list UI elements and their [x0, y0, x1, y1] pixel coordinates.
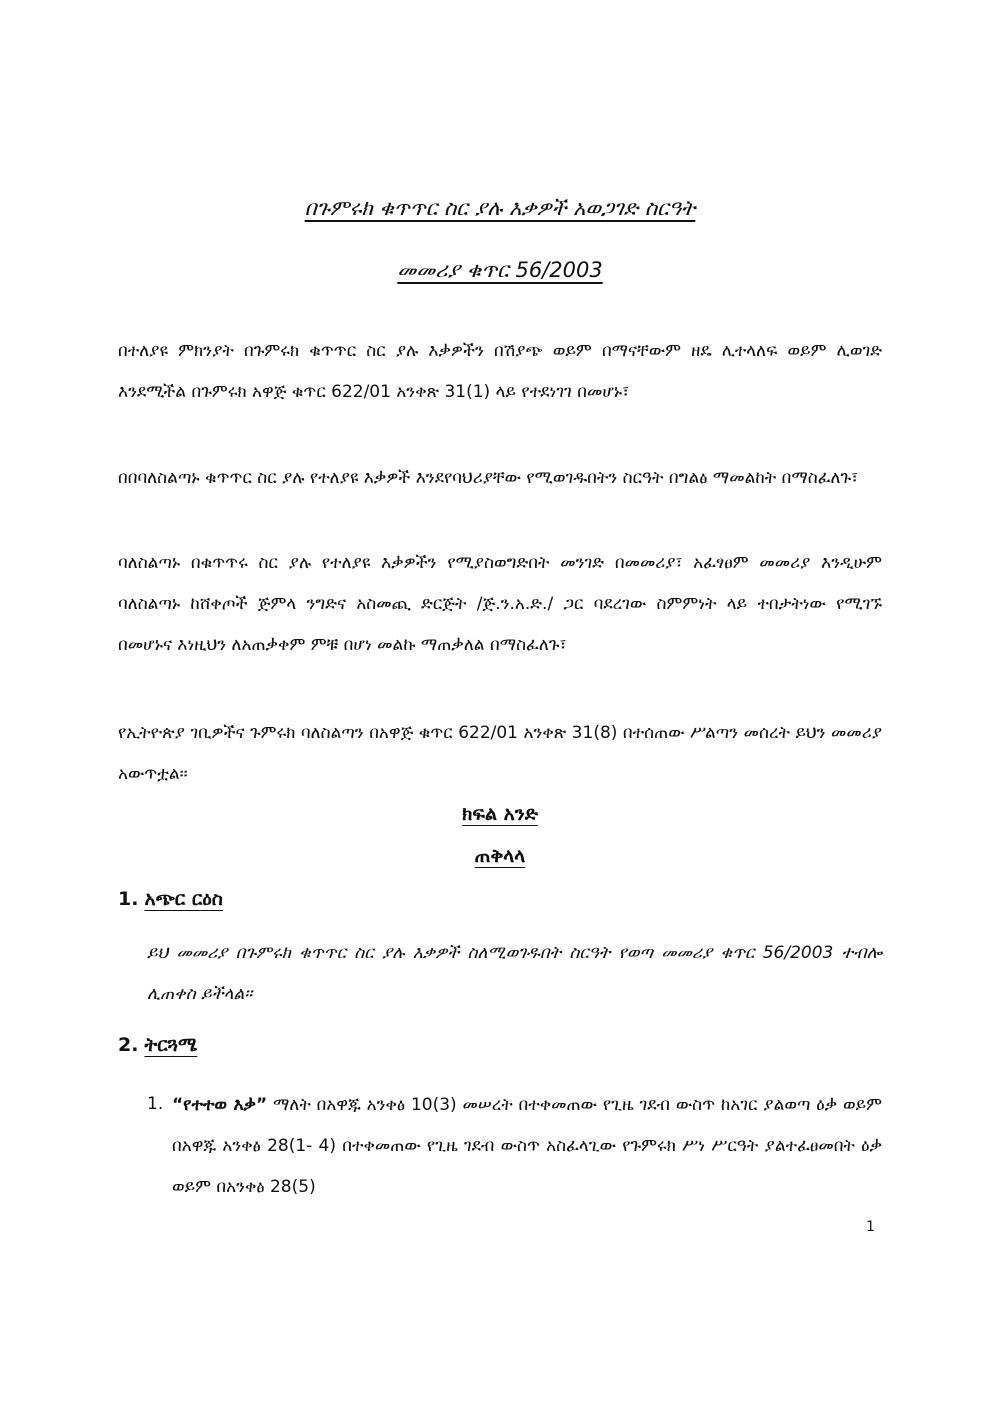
document-title: በጉምሩክ ቁጥጥር ስር ያሉ እቃዎች አወጋገድ ስርዓት	[304, 196, 696, 220]
page-number: 1	[866, 1219, 875, 1235]
section-label: አጭር ርዕስ	[144, 888, 223, 910]
preamble-paragraph-4: የኢትዮጵያ ገቢዎችና ጉምሩክ ባለስልጣን በአዋጅ ቁጥር 622/01 አንቀጽ 31(8) በተሰጠው ሥልጣን መሰረት ይህን መመሪያ አውጥቷል፡፡	[118, 723, 882, 784]
section-heading-definitions	[118, 1034, 197, 1056]
definition-term: “የተተወ እቃ”	[172, 1095, 268, 1115]
directive-number: መመሪያ ቁጥር 56/2003	[397, 258, 603, 282]
part-heading: ክፍል አንድ	[462, 803, 538, 825]
definition-text: ማለት በአዋጁ አንቀፅ 10(3) መሠረት በተቀመጠው የጊዜ ገደብ ውስጥ ከአገር ያልወጣ ዕቃ ወይም በአዋጁ አንቀፅ 28(1- 4) በተቀመጠው የጊዜ ገደብ ውስጥ አስፈላጊው የጉምሩክ ሥነ ሥርዓት ያልተፈፀመበት ዕቃ ወይም በአንቀፅ 28(5)	[172, 1095, 882, 1197]
section-label: ትርጓሜ	[144, 1034, 198, 1056]
section-heading-short-title	[118, 888, 223, 910]
definition-number: 1.	[147, 1094, 164, 1114]
section-number: 2.	[118, 1034, 139, 1056]
section-number: 1.	[118, 888, 139, 910]
preamble-paragraph-2: በበባለስልጣኑ ቁጥጥር ስር ያሉ የተለያዩ እቃዎች እንደየባህሪያቸው የሚወገዱበትን ስርዓት በግልፅ ማመልከት በማስፈለጉ፣	[118, 468, 859, 488]
short-title-text: ይህ መመሪያ በጉምሩክ ቁጥጥር ስር ያሉ እቃዎች ስለሚወገዱበት ስርዓት የወጣ መመሪያ ቁጥር 56/2003 ተብሎ ሊጠቀስ ይችላል፡፡	[147, 943, 882, 1004]
preamble-paragraph-3: ባለስልጣኑ በቁጥጥሩ ስር ያሉ የተለያዩ እቃዎችን የሚያስወግድበት መንገድ በመመሪያ፣ አፈፃፀም መመሪያ እንዲሁም ባለስልጣኑ ከሸቀጦች ጅምላ ንግድና አስመጪ ድርጅት /ጅ.ን.አ.ድ./ ጋር ባደረገው ስምምነት ላይ ተበታትነው የሚገኙ በመሆኑና እነዚህን ለአጠቃቀም ምቹ በሆነ መልኩ ማጠቃለል በማስፈለጉ፣	[118, 553, 882, 655]
part-subheading: ጠቅላላ	[474, 845, 526, 867]
preamble-paragraph-1: በተለያዩ ምክንያት በጉምሩክ ቁጥጥር ስር ያሉ እቃዎችን በሽያጭ ወይም በማናቸውም ዘዴ ሊተላለፍ ወይም ሊወገድ እንደሚችል በጉምሩክ አዋጅ ቁጥር 622/01 አንቀጽ 31(1) ላይ የተደነገገ በመሆኑ፣	[118, 341, 882, 402]
definition-item	[172, 1085, 882, 1208]
